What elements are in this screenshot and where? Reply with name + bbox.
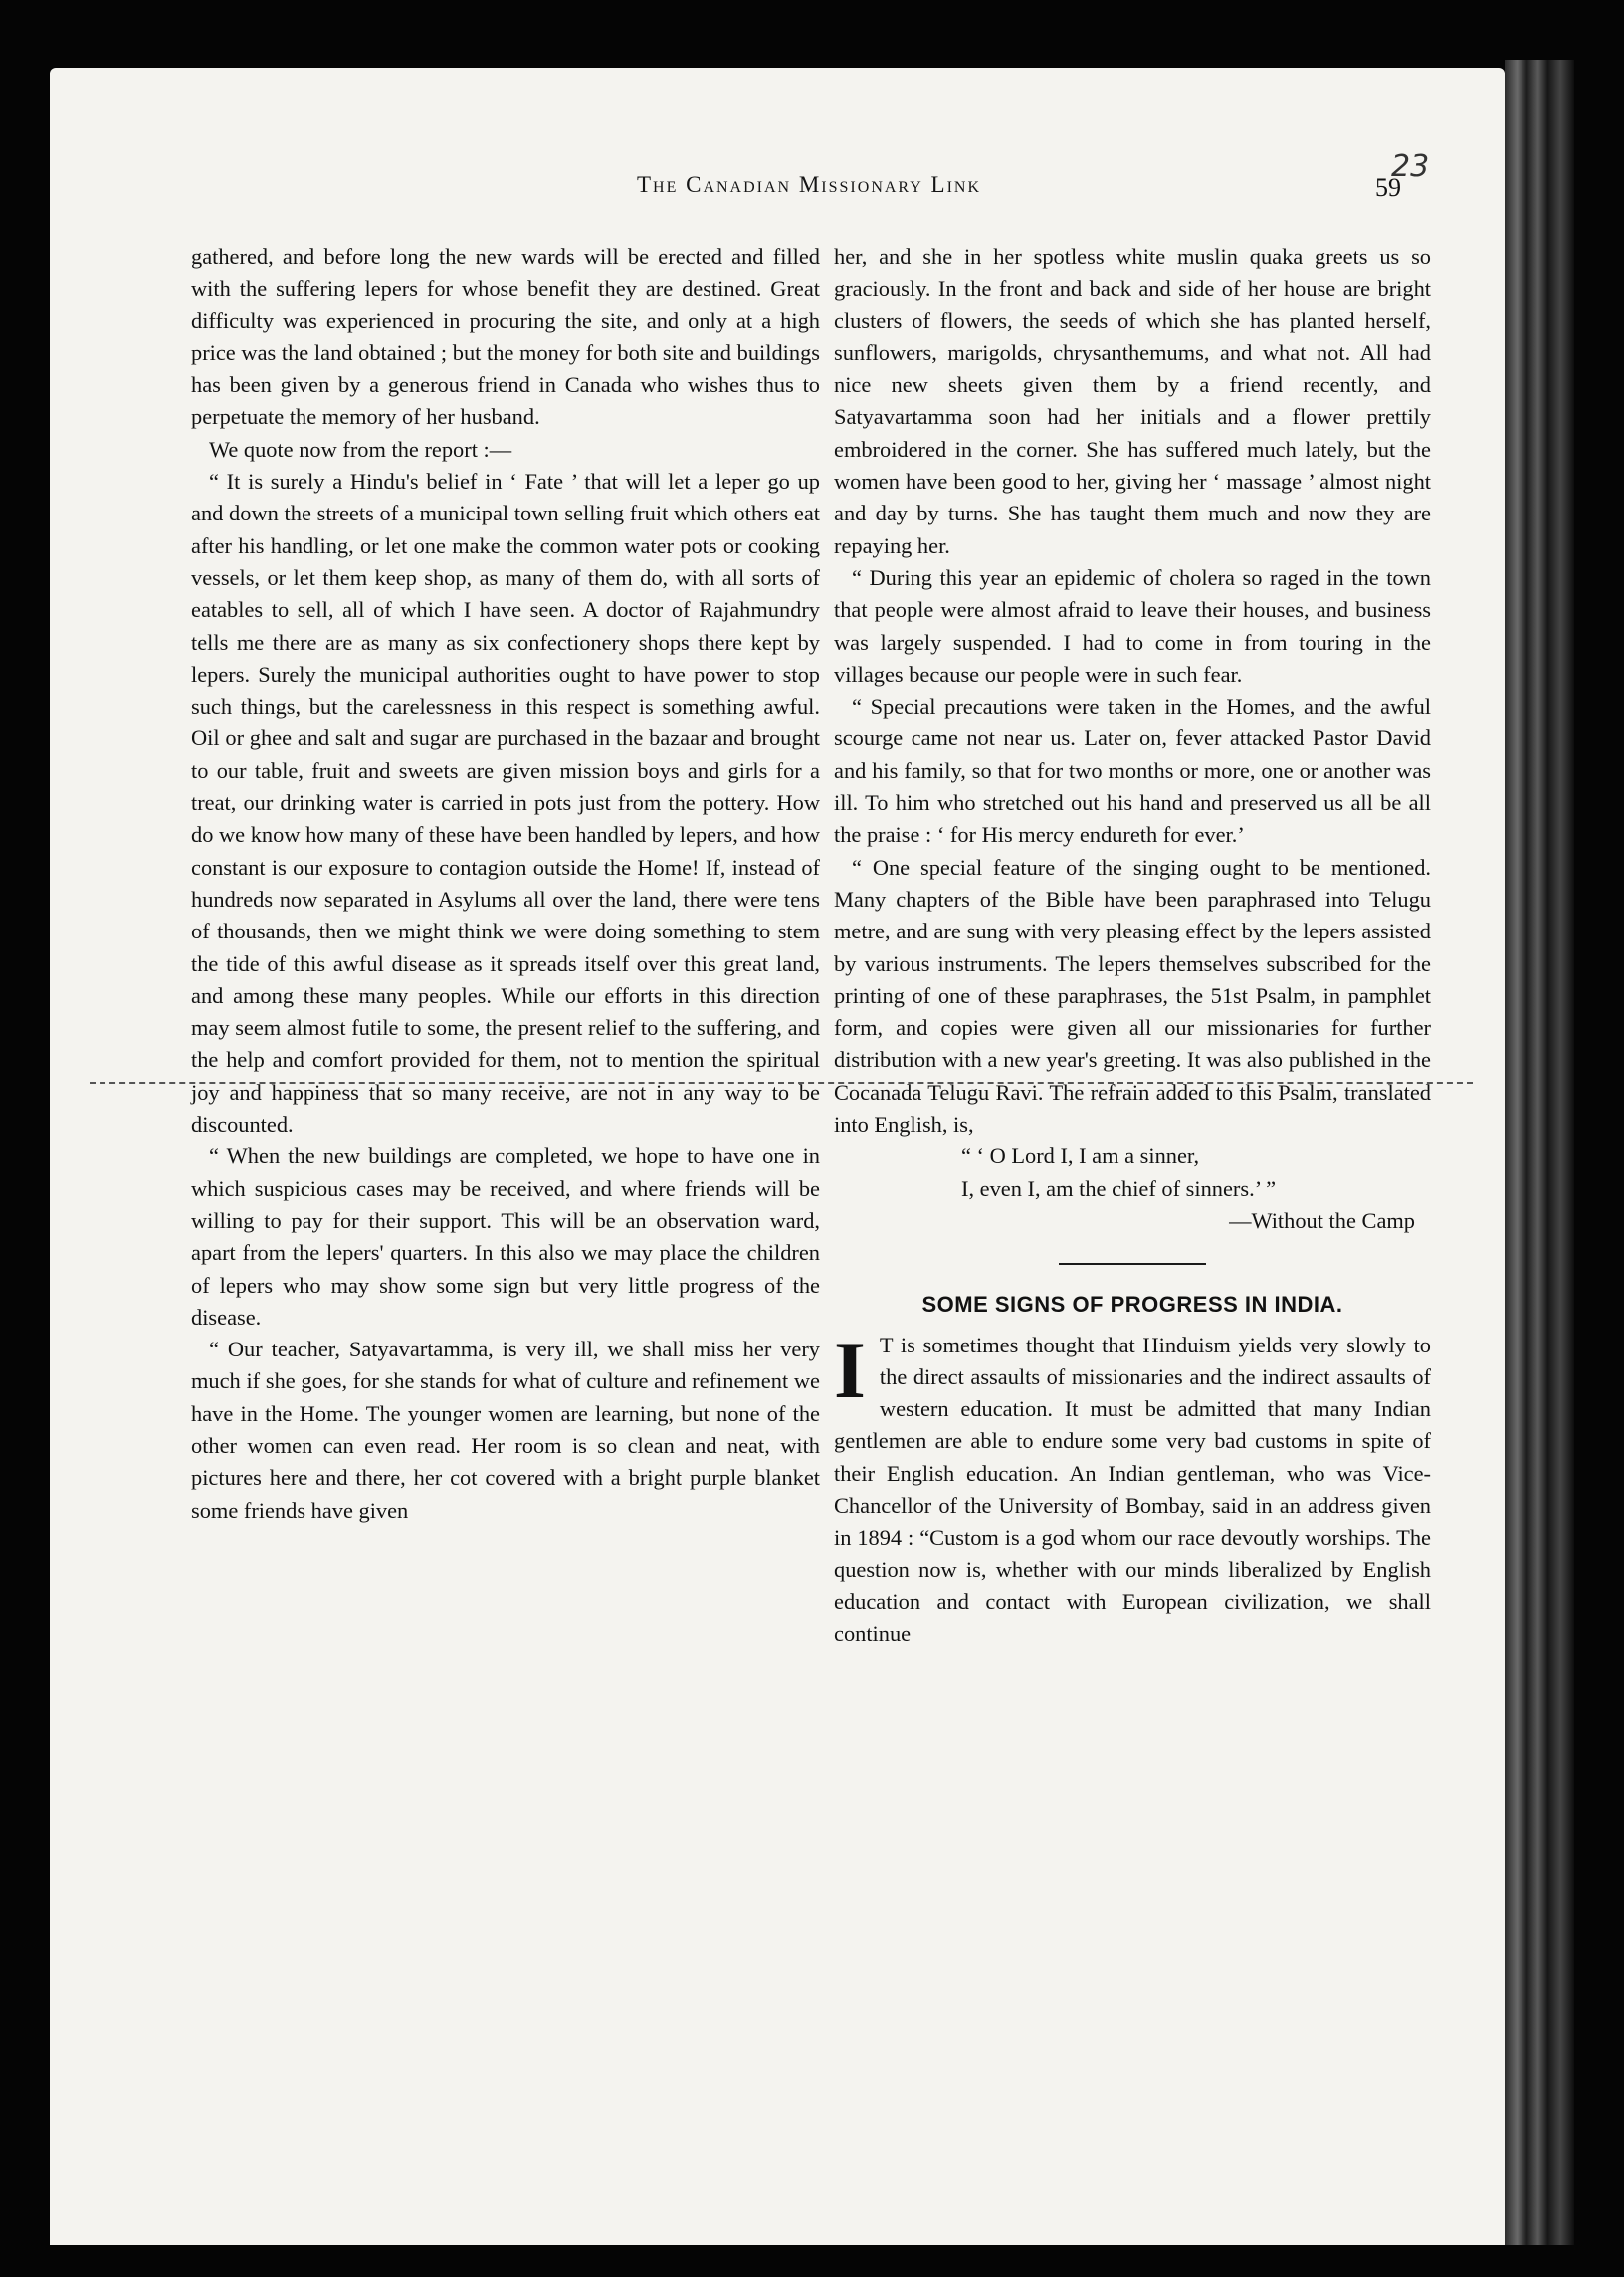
verse-line: I, even I, am the chief of sinners.’ ” [961,1175,1277,1201]
paragraph: “ During this year an epidemic of cholera so raged in the town that people were almost afraid to leave their houses, and business was largely suspended. I had to come in from touring in the villages because our people were in such fear. [834,564,1431,687]
quote-source: —Without the Camp [1229,1207,1415,1233]
right-column [834,241,1431,1650]
paragraph: “ One special feature of the singing ought to be mentioned. Many chapters of the Bible have been paraphrased into Telugu metre, and are sung with very pleasing effect by the lepers assisted by various instruments. The lepers themselves subscribed for the printing of one of these paraphrases, the 51st Psalm, in pamphlet form, and copies were given all our missionaries for further distribution with a new year's greeting. It was also published in the Cocanada Telugu Ravi. The refrain added to this Psalm, translated into English, is, [834,854,1431,1138]
paragraph: “ It is surely a Hindu's belief in ‘ Fate ’ that will let a leper go up and down the streets of a municipal town selling fruit which others eat after his handling, or let one make the common water pots or cooking vessels, or let them keep shop, as many of them do, with all sorts of eatables to sell, all of which I have seen. A doctor of Rajahmundry tells me there are as many as six confectionery shops there kept by lepers. Surely the municipal authorities ought to have power to stop such things, but the carelessness in this respect is something awful. Oil or ghee and salt and sugar are purchased in the bazaar and brought to our table, fruit and sweets are given mission boys and girls for a treat, our drinking water is carried in pots just from the pottery. How do we know how many of these have been handled by lepers, and how constant is our exposure to contagion outside the Home! If, instead of hundreds now separated in Asylums all over the land, there were tens of thousands, then we might think we were doing something to stem the tide of this awful disease as it spreads itself over this great land, and among these many peoples. While our efforts in this direction may seem almost futile to some, the present relief to the suffering, and the help and comfort provided for them, not to mention the spiritual joy and happiness that so many receive, are not in any way to be discounted. [191,469,820,1138]
page-header-title: The Canadian Missionary Link [636,172,982,197]
article-text: T is sometimes thought that Hinduism yields very slowly to the direct assaults of missionaries and the indirect assaults of western education. It must be admitted that many Indian gentlemen are able to endure some very bad customs in spite of their English education. An Indian gentleman, who was Vice-Chancellor of the University of Bombay, said in an address given in 1894 : “Custom is a god whom our race devoutly worships. The question now is, whether with our minds liberalized by English education and contact with European civilization, we shall continue [834,1332,1431,1647]
paragraph: gathered, and before long the new wards will be erected and filled with the suffering lepers for whose benefit they are destined. Great difficulty was experienced in procuring the site, and only at a high price was the land obtained ; but the money for both site and buildings has been given by a generous friend in Canada who wishes thus to perpetuate the memory of her husband. [191,244,820,430]
paragraph: her, and she in her spotless white muslin quaka greets us so graciously. In the front and back and side of her house are bright clusters of flowers, the seeds of which she has planted herself, sunflowers, marigolds, chrysanthemums, and what not. All had nice new sheets given them by a friend recently, and Satyavartamma soon had her initials and a flower prettily embroidered in the corner. She has suffered much lately, but the women have been good to her, giving her ‘ massage ’ almost night and day by turns. She has taught them much and now they are repaying her. [834,244,1431,558]
paragraph: “ Our teacher, Satyavartamma, is very ill, we shall miss her very much if she goes, for she stands for what of culture and refinement we have in the Home. The younger women are learning, but none of the other women can even read. Her room is so clean and neat, with pictures here and there, her cot covered with a bright purple blanket some friends have given [191,1337,820,1523]
paragraph: “ Special precautions were taken in the Homes, and the awful scourge came not near us. Later on, fever attacked Pastor David and his family, so that for two months or more, one or another was ill. To him who stretched out his hand and preserved us all be all the praise : ‘ for His mercy endureth for ever.’ [834,694,1431,848]
paragraph: We quote now from the report :— [209,436,512,462]
printed-page-number: 59 [1375,173,1401,202]
article-paragraph [834,1324,1431,1651]
section-title: SOME SIGNS OF PROGRESS IN INDIA. [921,1292,1343,1318]
section-divider [1059,1263,1206,1265]
drop-cap: I [834,1324,866,1415]
book-spine [1505,60,1574,2245]
paragraph: “ When the new buildings are completed, we hope to have one in which suspicious cases may be received, and where friends will be willing to pay for their support. This will be an observation ward, apart from the lepers' quarters. In this also we may place the children of lepers who may show some sign but very little progress of the disease. [191,1143,820,1330]
verse-line: “ ‘ O Lord I, I am a sinner, [961,1143,1200,1169]
pencil-page-number: 23 [1391,149,1430,184]
left-column [191,241,820,1527]
